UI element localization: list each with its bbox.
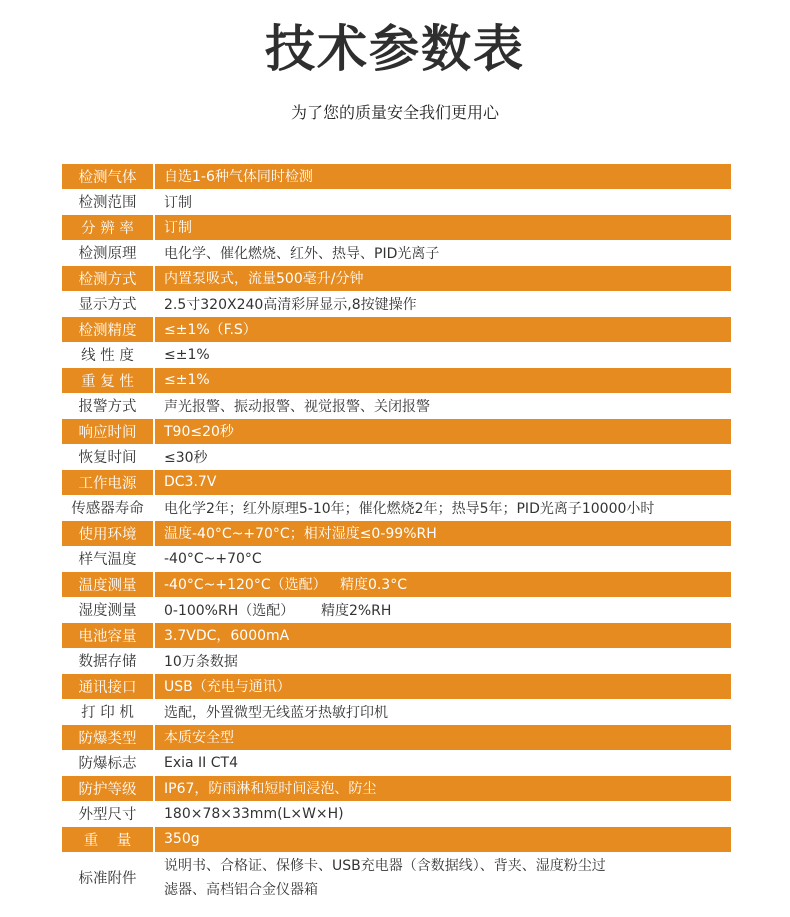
spec-label: 工作电源 bbox=[62, 470, 153, 495]
spec-label: 恢复时间 bbox=[62, 445, 153, 470]
spec-value: 选配，外置微型无线蓝牙热敏打印机 bbox=[155, 700, 731, 725]
spec-row-detection-method bbox=[62, 266, 731, 291]
spec-row-recovery-time bbox=[62, 445, 731, 470]
spec-value: 0-100%RH（选配） 精度2%RH bbox=[155, 598, 731, 623]
spec-row-detection-gas bbox=[62, 164, 731, 189]
spec-value: 3.7VDC，6000mA bbox=[155, 623, 731, 648]
spec-label: 线 性 度 bbox=[62, 343, 153, 368]
spec-row-environment bbox=[62, 521, 731, 546]
spec-label: 温度测量 bbox=[62, 572, 153, 597]
spec-value: 温度-40°C~+70°C；相对湿度≤0-99%RH bbox=[155, 521, 731, 546]
spec-row-humidity-measure bbox=[62, 598, 731, 623]
spec-row-sensor-life bbox=[62, 496, 731, 521]
spec-value: ≤±1% bbox=[155, 368, 731, 393]
spec-label: 分 辨 率 bbox=[62, 215, 153, 240]
spec-value: 内置泵吸式，流量500毫升/分钟 bbox=[155, 266, 731, 291]
spec-value: ≤±1% bbox=[155, 343, 731, 368]
spec-label: 重 量 bbox=[62, 827, 153, 852]
spec-row-dimensions bbox=[62, 802, 731, 827]
spec-label: 电池容量 bbox=[62, 623, 153, 648]
spec-label: 标准附件 bbox=[62, 853, 153, 903]
spec-row-detection-range bbox=[62, 190, 731, 215]
spec-label: 外型尺寸 bbox=[62, 802, 153, 827]
spec-value: 订制 bbox=[155, 215, 731, 240]
spec-value: 自选1-6种气体同时检测 bbox=[155, 164, 731, 189]
spec-value: ≤30秒 bbox=[155, 445, 731, 470]
spec-value: 电化学2年；红外原理5-10年；催化燃烧2年；热导5年；PID光离子10000小时 bbox=[155, 496, 731, 521]
spec-row-response-time bbox=[62, 419, 731, 444]
spec-label: 使用环境 bbox=[62, 521, 153, 546]
spec-value-line: 滤器、高档铝合金仪器箱 bbox=[164, 881, 318, 898]
spec-value bbox=[155, 853, 731, 903]
spec-label: 防爆标志 bbox=[62, 751, 153, 776]
spec-value: DC3.7V bbox=[155, 470, 731, 495]
spec-value: 电化学、催化燃烧、红外、热导、PID光离子 bbox=[155, 241, 731, 266]
spec-row-explosion-mark bbox=[62, 751, 731, 776]
spec-value: 订制 bbox=[155, 190, 731, 215]
spec-value: USB（充电与通讯） bbox=[155, 674, 731, 699]
spec-label: 检测原理 bbox=[62, 241, 153, 266]
spec-row-power bbox=[62, 470, 731, 495]
spec-value: 2.5寸320X240高清彩屏显示,8按键操作 bbox=[155, 292, 731, 317]
page-subtitle: 为了您的质量安全我们更用心 bbox=[290, 103, 499, 122]
spec-label: 打 印 机 bbox=[62, 700, 153, 725]
spec-value: 声光报警、振动报警、视觉报警、关闭报警 bbox=[155, 394, 731, 419]
spec-label: 显示方式 bbox=[62, 292, 153, 317]
spec-row-linearity bbox=[62, 343, 731, 368]
spec-value: IP67，防雨淋和短时间浸泡、防尘 bbox=[155, 776, 731, 801]
spec-label: 数据存储 bbox=[62, 649, 153, 674]
spec-value: -40°C~+120°C（选配） 精度0.3°C bbox=[155, 572, 731, 597]
spec-row-resolution bbox=[62, 215, 731, 240]
spec-label: 传感器寿命 bbox=[62, 496, 153, 521]
spec-value: T90≤20秒 bbox=[155, 419, 731, 444]
spec-row-interface bbox=[62, 674, 731, 699]
spec-row-weight bbox=[62, 827, 731, 852]
spec-label: 检测气体 bbox=[62, 164, 153, 189]
spec-table bbox=[62, 163, 731, 903]
spec-value-line: 说明书、合格证、保修卡、USB充电器（含数据线）、背夹、湿度粉尘过 bbox=[164, 857, 606, 874]
spec-row-printer bbox=[62, 700, 731, 725]
spec-row-detection-principle bbox=[62, 241, 731, 266]
spec-label: 检测范围 bbox=[62, 190, 153, 215]
spec-label: 防护等级 bbox=[62, 776, 153, 801]
spec-row-protection bbox=[62, 776, 731, 801]
spec-value: 350g bbox=[155, 827, 731, 852]
spec-label: 重 复 性 bbox=[62, 368, 153, 393]
spec-label: 样气温度 bbox=[62, 547, 153, 572]
spec-label: 报警方式 bbox=[62, 394, 153, 419]
spec-label: 检测方式 bbox=[62, 266, 153, 291]
spec-row-sample-temp bbox=[62, 547, 731, 572]
spec-row-alarm bbox=[62, 394, 731, 419]
spec-label: 响应时间 bbox=[62, 419, 153, 444]
spec-row-repeatability bbox=[62, 368, 731, 393]
spec-row-accessories bbox=[62, 853, 731, 903]
spec-row-display bbox=[62, 292, 731, 317]
spec-row-battery bbox=[62, 623, 731, 648]
spec-label: 通讯接口 bbox=[62, 674, 153, 699]
spec-value: 10万条数据 bbox=[155, 649, 731, 674]
spec-row-accuracy bbox=[62, 317, 731, 342]
spec-row-temp-measure bbox=[62, 572, 731, 597]
spec-value: ≤±1%（F.S） bbox=[155, 317, 731, 342]
spec-label: 防爆类型 bbox=[62, 725, 153, 750]
spec-value: -40°C~+70°C bbox=[155, 547, 731, 572]
spec-label: 检测精度 bbox=[62, 317, 153, 342]
spec-value: 本质安全型 bbox=[155, 725, 731, 750]
spec-row-explosion-type bbox=[62, 725, 731, 750]
spec-value: Exia II CT4 bbox=[155, 751, 731, 776]
page-title: 技术参数表 bbox=[265, 20, 525, 78]
spec-row-storage bbox=[62, 649, 731, 674]
spec-value: 180×78×33mm(L×W×H) bbox=[155, 802, 731, 827]
spec-label: 湿度测量 bbox=[62, 598, 153, 623]
